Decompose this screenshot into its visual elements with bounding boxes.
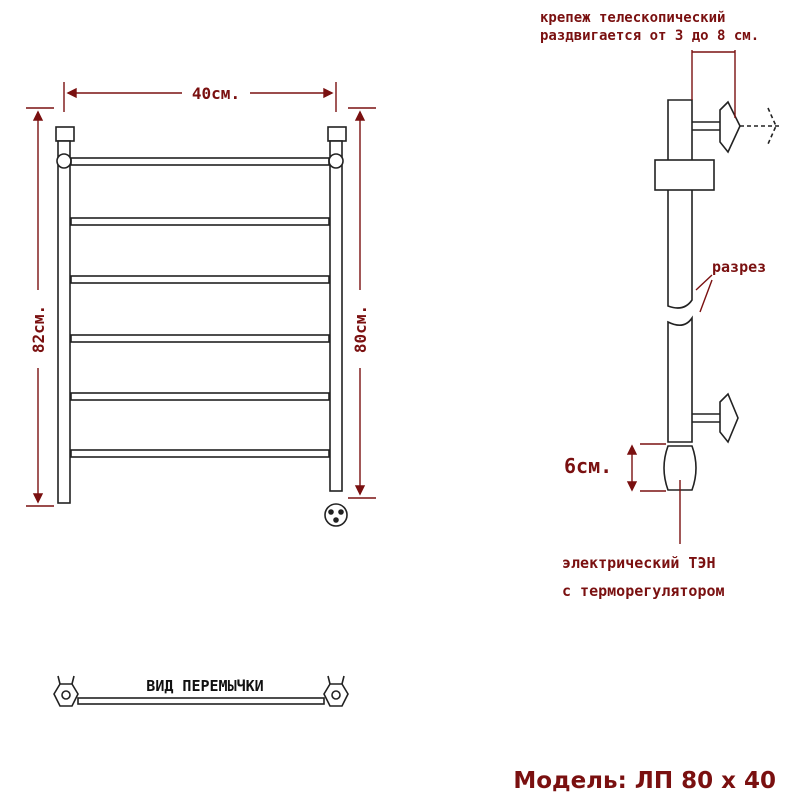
rung-6	[71, 450, 329, 457]
height-inner-label: 80см.	[351, 304, 370, 354]
left-upright	[58, 141, 70, 503]
mount-label-line2: раздвигается от 3 до 8 см.	[540, 28, 760, 44]
side-view	[655, 100, 780, 490]
front-view	[56, 127, 347, 526]
side-collar	[655, 160, 714, 190]
heater-dimension-label: 6см.	[564, 454, 613, 478]
rung-4	[71, 335, 329, 342]
front-dimensions	[26, 82, 376, 506]
left-joint	[57, 154, 71, 168]
heater-label-line1: электрический ТЭН	[562, 554, 716, 572]
model-label: Модель: ЛП 80 х 40	[513, 768, 776, 794]
width-label: 40см.	[191, 84, 241, 103]
rung-2	[71, 218, 329, 225]
right-joint	[329, 154, 343, 168]
height-outer-label: 82см.	[29, 304, 48, 354]
heater-label-line2: с терморегулятором	[562, 582, 725, 600]
bridge-bar	[78, 698, 324, 704]
rung-1	[71, 158, 329, 165]
cut-label: разрез	[712, 258, 767, 276]
bridge-left-nut	[54, 684, 78, 706]
bridge-view-label: ВИД ПЕРЕМЫЧКИ	[146, 677, 264, 695]
side-upright-upper	[668, 100, 692, 308]
rung-3	[71, 276, 329, 283]
right-mount-cap	[328, 127, 346, 141]
upper-wall-bracket	[720, 102, 740, 152]
rung-5	[71, 393, 329, 400]
mount-label-line1: крепеж телескопический	[540, 10, 726, 26]
bridge-right-nut	[324, 684, 348, 706]
lower-wall-bracket	[720, 394, 738, 442]
side-upright-lower	[668, 318, 692, 442]
right-upright	[330, 141, 342, 491]
left-mount-cap	[56, 127, 74, 141]
